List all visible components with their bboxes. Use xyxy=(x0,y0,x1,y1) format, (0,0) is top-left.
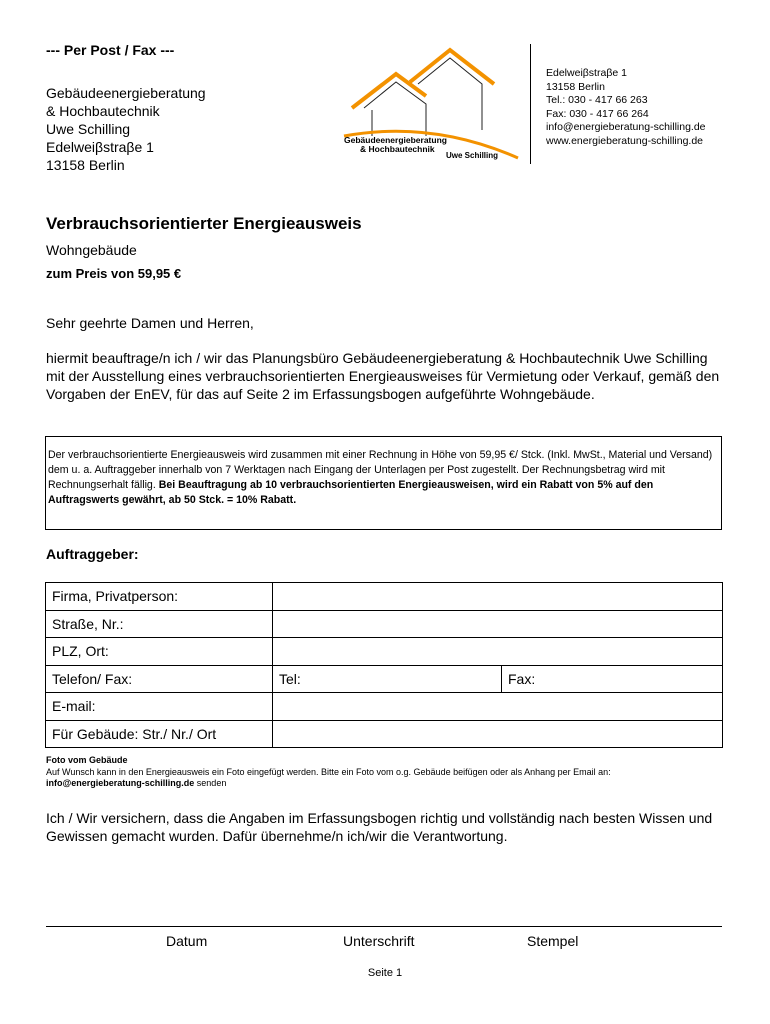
company-logo xyxy=(322,44,522,164)
sender-line: Gebäudeenergieberatung xyxy=(46,85,206,101)
photo-note-text: Auf Wunsch kann in den Energieausweis ein Foto eingefügt werden. Bitte ein Foto vom o.g. Gebäude beifügen oder als Anhang per Email an: xyxy=(46,766,611,777)
contact-city: 13158 Berlin xyxy=(546,80,605,93)
sender-line: Edelweiβstraβe 1 xyxy=(46,139,154,155)
photo-note xyxy=(46,755,611,790)
gebaeude-field[interactable] xyxy=(273,720,723,748)
sender-line: & Hochbautechnik xyxy=(46,103,160,119)
client-form-table xyxy=(45,582,723,748)
signature-line xyxy=(46,926,722,927)
photo-note-suffix: senden xyxy=(194,778,227,788)
discount-notice: Bei Beauftragung ab 10 verbrauchsorientierten Energieausweisen, wird ein Rabatt von 5% auf den Auftragswerts gewährt, ab 50 Stck. = 10% Rabatt. xyxy=(48,479,654,506)
header-divider xyxy=(530,44,531,164)
contact-block xyxy=(546,67,706,148)
logo-line-3: Uwe Schilling xyxy=(446,151,499,160)
strasse-label: Straße, Nr.: xyxy=(46,610,273,638)
gebaeude-label: Für Gebäude: Str./ Nr./ Ort xyxy=(46,720,273,748)
order-text: hiermit beauftrage/n ich / wir das Planungsbüro Gebäudeenergieberatung & Hochbautechnik Uwe Schilling mit der Ausstellung eines verbrauchsorientierten Energieausweises für Vermietung oder Verkauf, gemäß den Vorgaben der EnEV, für das auf Seite 2 im Erfassungsbogen aufgeführte Wohngebäude. xyxy=(46,350,720,402)
logo-roof-big xyxy=(410,50,494,84)
tel-field[interactable]: Tel: xyxy=(273,665,502,693)
client-heading: Auftraggeber: xyxy=(46,546,139,562)
table-row xyxy=(46,693,723,721)
sender-address xyxy=(46,84,206,174)
invoice-notice-box xyxy=(45,436,722,530)
plz-field[interactable] xyxy=(273,638,723,666)
salutation: Sehr geehrte Damen und Herren, xyxy=(46,315,254,331)
signature-unterschrift: Unterschrift xyxy=(343,933,415,949)
logo-line-1: Gebäudeenergieberatung xyxy=(344,135,447,145)
signature-datum: Datum xyxy=(166,933,208,949)
delivery-note: --- Per Post / Fax --- xyxy=(46,42,175,58)
price-line: zum Preis von 59,95 € xyxy=(46,266,182,281)
contact-email[interactable]: info@energieberatung-schilling.de xyxy=(546,121,706,133)
table-row xyxy=(46,638,723,666)
sender-line: 13158 Berlin xyxy=(46,157,125,173)
table-row xyxy=(46,610,723,638)
invoice-notice-text: Der verbrauchsorientierte Energieausweis wird zusammen mit einer Rechnung in Höhe von 59,95 €/ Stck. (Inkl. MwSt., Material und Versand) dem u. a. Auftraggeber innerhalb von 7 Werktagen nach Eingang der Unterlagen per Post zugestellt. Der Rechnungsbetrag wird mit Rechnungserhalt fällig. xyxy=(48,449,713,491)
plz-label: PLZ, Ort: xyxy=(46,638,273,666)
signature-stempel: Stempel xyxy=(527,933,579,949)
table-row xyxy=(46,583,723,611)
page-number: Seite 1 xyxy=(367,967,403,979)
confirmation-text: Ich / Wir versichern, dass die Angaben im Erfassungsbogen richtig und vollständig nach besten Wissen und Gewissen gemacht wurden. Dafür übernehme/n ich/wir die Verantwortung. xyxy=(46,810,713,844)
sender-line: Uwe Schilling xyxy=(46,121,131,137)
document-title: Verbrauchsorientierter Energieausweis xyxy=(46,214,362,233)
contact-fax: Fax: 030 - 417 66 264 xyxy=(546,107,649,120)
fax-field[interactable]: Fax: xyxy=(502,665,723,693)
firma-field[interactable] xyxy=(273,583,723,611)
table-row xyxy=(46,720,723,748)
strasse-field[interactable] xyxy=(273,610,723,638)
email-field[interactable] xyxy=(273,693,723,721)
firma-label: Firma, Privatperson: xyxy=(46,583,273,611)
contact-tel: Tel.: 030 - 417 66 263 xyxy=(546,94,648,106)
photo-note-title: Foto vom Gebäude xyxy=(46,755,128,765)
contact-web[interactable]: www.energieberatung-schilling.de xyxy=(546,134,704,147)
contact-street: Edelweiβstraβe 1 xyxy=(546,67,627,79)
telefon-label: Telefon/ Fax: xyxy=(46,665,273,693)
document-subtitle: Wohngebäude xyxy=(46,242,137,258)
logo-line-2: & Hochbautechnik xyxy=(360,144,435,154)
photo-note-email[interactable]: info@energieberatung-schilling.de xyxy=(46,778,195,788)
email-label: E-mail: xyxy=(46,693,273,721)
table-row xyxy=(46,665,723,693)
